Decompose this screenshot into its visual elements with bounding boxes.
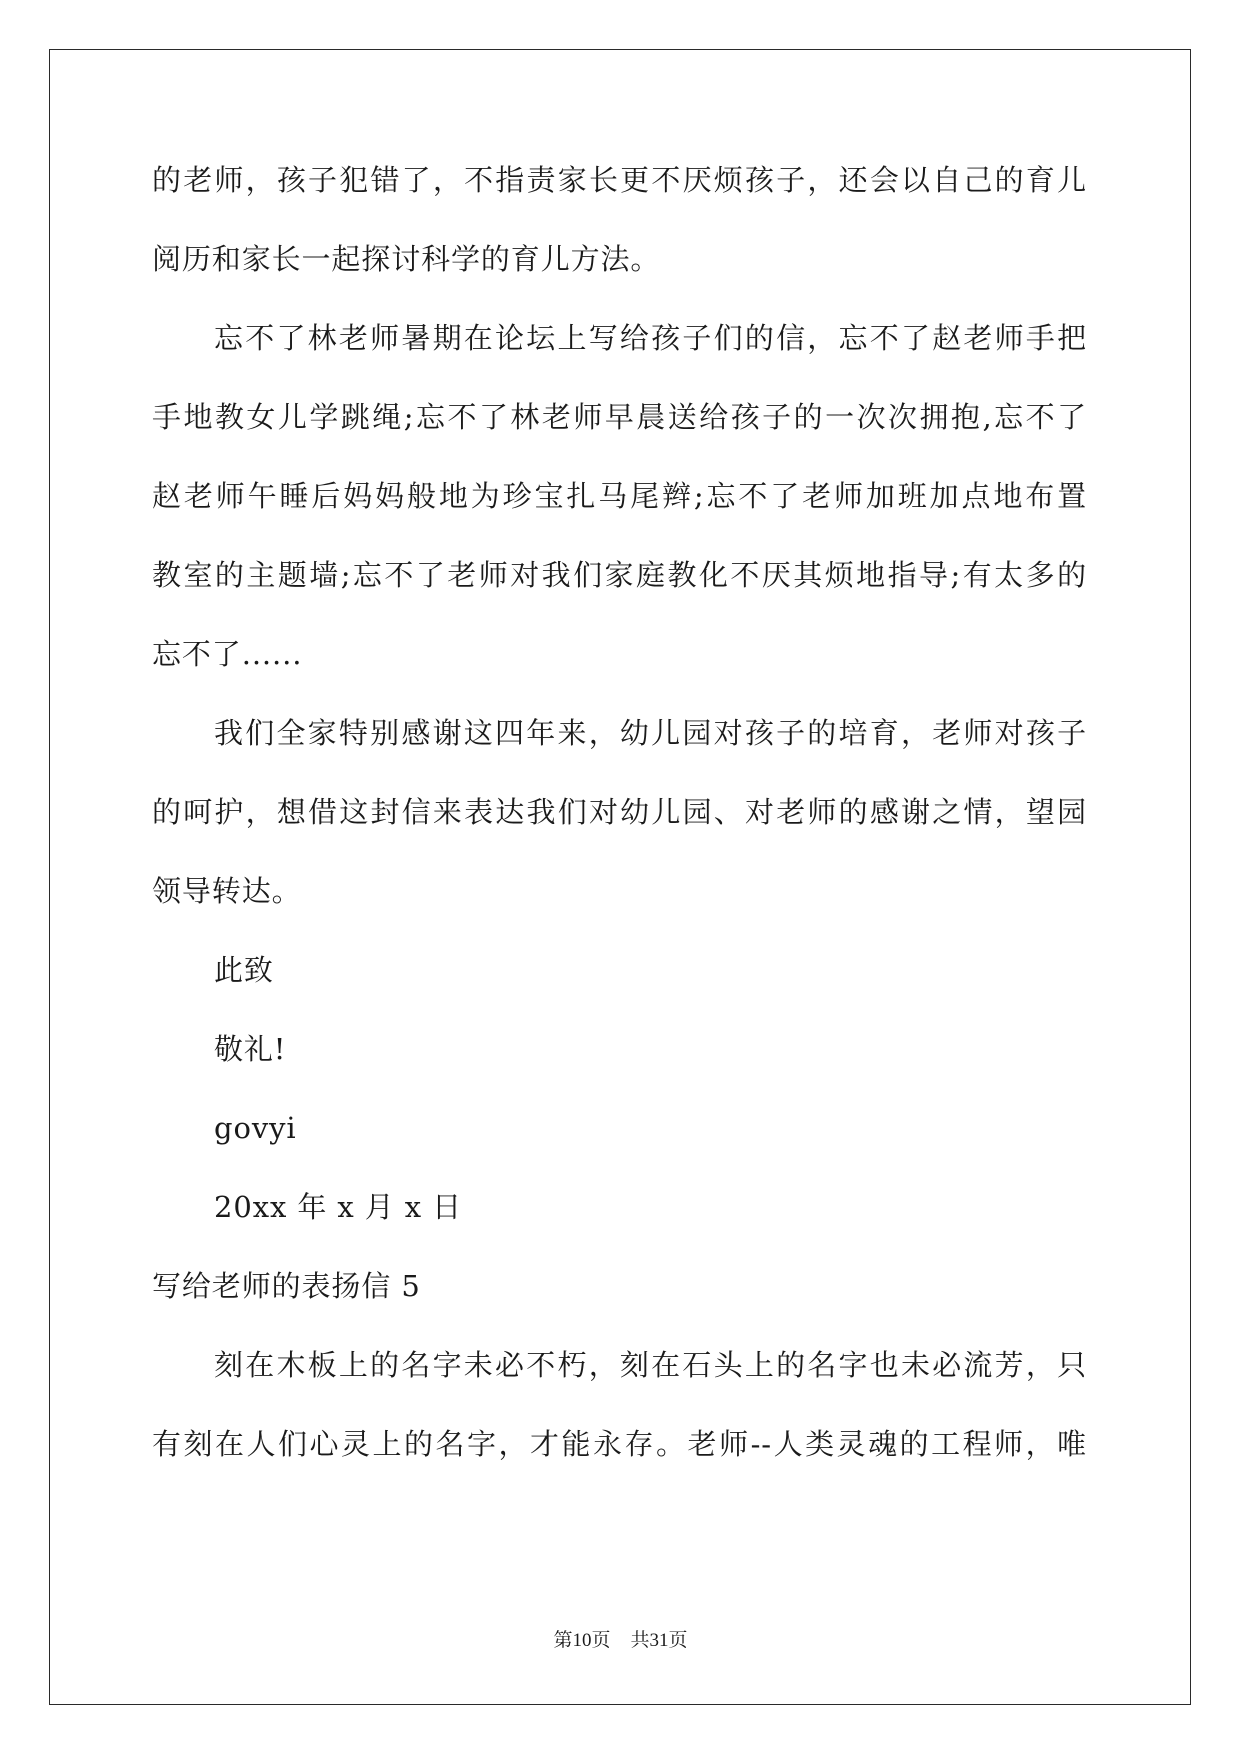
page-footer <box>0 1628 1241 1653</box>
letter-date: 20xx 年 x 月 x 日 <box>214 1190 463 1224</box>
text-line: 刻在木板上的名字未必不朽，刻在石头上的名字也未必流芳，只 <box>214 1348 1087 1382</box>
page-number-prefix: 第 <box>553 1629 573 1651</box>
text-line: 领导转达。 <box>152 874 302 908</box>
page-number-suffix: 页 <box>591 1629 611 1651</box>
section-title: 写给老师的表扬信 5 <box>152 1269 421 1303</box>
text-line: 有刻在人们心灵上的名字，才能永存。老师--人类灵魂的工程师，唯 <box>152 1427 1087 1461</box>
text-line: 阅历和家长一起探讨科学的育儿方法。 <box>152 242 661 276</box>
text-line: 赵老师午睡后妈妈般地为珍宝扎马尾辫;忘不了老师加班加点地布置 <box>152 479 1087 513</box>
closing-salutation: 此致 <box>214 953 274 987</box>
text-line: 我们全家特别感谢这四年来，幼儿园对孩子的培育，老师对孩子 <box>214 716 1087 750</box>
page-total-suffix: 页 <box>668 1629 688 1651</box>
page-number-current: 10 <box>572 1630 592 1651</box>
page-total-prefix: 共 <box>630 1629 650 1651</box>
page-number-total: 31 <box>649 1630 669 1651</box>
signature-name: govyi <box>214 1111 297 1145</box>
text-line: 手地教女儿学跳绳;忘不了林老师早晨送给孩子的一次次拥抱,忘不了 <box>152 400 1087 434</box>
text-line: 忘不了...... <box>152 637 303 671</box>
text-line: 的老师，孩子犯错了，不指责家长更不厌烦孩子，还会以自己的育儿 <box>152 163 1087 197</box>
text-line: 教室的主题墙;忘不了老师对我们家庭教化不厌其烦地指导;有太多的 <box>152 558 1087 592</box>
text-line: 的呵护，想借这封信来表达我们对幼儿园、对老师的感谢之情，望园 <box>152 795 1087 829</box>
text-line: 忘不了林老师暑期在论坛上写给孩子们的信，忘不了赵老师手把 <box>214 321 1087 355</box>
closing-regards: 敬礼! <box>214 1032 287 1066</box>
